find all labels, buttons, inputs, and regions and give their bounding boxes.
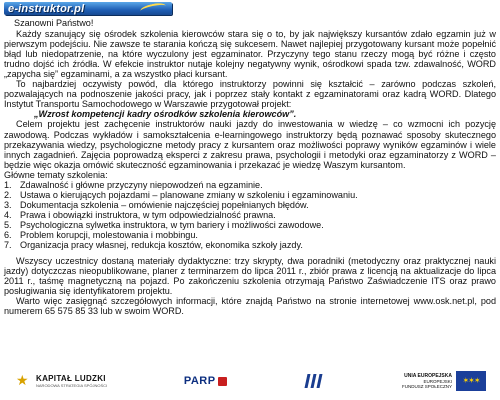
topic-item [4,180,496,190]
topic-number: 2. [4,189,12,200]
eu-line3: FUNDUSZ SPOŁECZNY [401,383,452,389]
kapital-ludzki-star-icon: ★ [16,372,29,388]
parp-text: PARP [183,375,216,387]
logo-swoosh-icon [139,1,166,15]
topic-item [4,190,496,200]
parp-logo [184,375,227,387]
topics-list [4,180,496,250]
kapital-ludzki-logo [14,371,107,391]
e-instruktor-logo [4,2,172,15]
paragraph-intro: Każdy szanujący się ośrodek szkolenia kierowców stara się o to, by jak największy kursantów zdało egzamin już w pierwszym podejściu. Nie zawsze te starania kończą się sukcesem. Nawet najlepiej przygotowany kursant może popełnić błąd lub niedopatrzenie, na które wyczulony jest egzaminator. Przyczyny tego stanu rzeczy mogą być różne i często trudno dojść ich źródła. W efekcie instruktor nutąje kolejny negatywny wynik, ośrodkowi spada tzw. zdawalność, WORD „zapycha się” egzaminami, a za wszystko płaci kursant. [4,29,496,80]
letter-body [4,18,496,316]
topic-item [4,240,496,250]
topics-heading: Główne tematy szkolenia: [4,169,108,180]
topic-item [4,220,496,230]
project-title: „Wzrost kompetencji kadry ośrodków szkolenia kierowców”. [34,109,297,120]
topic-text: Psychologiczna sylwetka instruktora, w tym bariery i możliwości zawodowe. [20,219,324,230]
kapital-ludzki-title: KAPITAŁ LUDZKI [36,374,106,383]
topic-number: 3. [4,199,12,210]
kapital-ludzki-subtitle: NARODOWA STRATEGIA SPÓJNOŚCI [36,383,108,388]
salutation: Szanowni Państwo! [14,18,94,28]
topic-text: Dokumentacja szkolenia – omówienie najczęściej popełnianych błędów. [20,199,309,210]
paragraph-materials: Wszyscy uczestnicy dostaną materiały dydaktyczne: trzy skrypty, dwa poradniki (metodyczny oraz praktycznej nauki jazdy) dotyczczas nieopublikowane, planer z terminarzem do lipca 2011 r., zbiór prawa z licencją na aktualizacje do lipca 2011 r., taśmę magnetyczną na pojazd. Po zakończeniu szkolenia otrzymają Państwo Zaświadczenie ITS oraz prawo posługiwania się identyfikatorem projektu. [4,256,496,297]
paragraph-goal: Celem projektu jest zachęcenie instruktorów nauki jazdy do inwestowania w wiedzę – co wzmocni ich pozycję zawodową. Podczas wykładów i samokształcenia e-learningowego instruktorzy będą poznawać sposoby skutecznego przekazywania wiedzy, psychologiczne metody pracy z kursantem oraz możliwości poprawy wyników egzaminów i wiele innych zagadnień. Zajęcia poprowadzą eksperci z zakresu prawa, psychologii i metodyki oraz egzaminatorzy z WORD – będzie więc okazja omówić skuteczność egzaminowania i przekazać je wiedzę Waszym kursantom. [4,119,496,170]
topic-item [4,230,496,240]
eu-line1: UNIA EUROPEJSKA [404,372,452,379]
topic-item [4,210,496,220]
eu-social-fund-logo [402,371,486,391]
topic-text: Ustawa o kierujących pojazdami – planowane zmiany w szkoleniu i egzaminowaniu. [20,189,358,200]
topic-number: 7. [4,240,12,251]
its-logo-icon [303,370,325,392]
eu-line2: EUROPEJSKI [423,378,452,384]
eu-flag-icon: ✶✶✶ [456,371,486,391]
topic-text: Problem korupcji, molestowania i mobbingu. [20,229,198,240]
topic-item [4,200,496,210]
topic-text: Prawa i obowiązki instruktora, w tym odpowiedzialność prawna. [20,209,276,220]
logo-text: e-instruktor.pl [8,2,85,15]
paragraph-contact: Warto więc zasięgnąć szczegółowych informacji, które znajdą Państwo na stronie internetowej www.osk.net.pl, pod numerem 65 575 85 33 lub w swoim WORD. [4,296,496,317]
parp-square-icon [218,377,227,386]
topic-text: Organizacja pracy własnej, redukcja kosztów, ekonomika szkoły jazdy. [20,240,303,251]
topic-number: 1. [4,179,12,190]
paragraph-reason: To najbardziej oczywisty powód, dla którego instruktorzy powinni się kształcić – zarówno podczas szkoleń, pozwalających na podnoszenie jakości pracy, jak i poprzez stały kontakt z egzaminatorami oraz kadrą WORD. Dlatego Instytut Transportu Samochodowego w Warszawie przygotował projekt: [4,79,496,110]
topic-number: 6. [4,229,12,240]
sponsor-logos-footer [0,362,500,400]
topic-number: 5. [4,219,12,230]
topic-number: 4. [4,209,12,220]
topic-text: Zdawalność i główne przyczyny niepowodzeń na egzaminie. [20,179,263,190]
